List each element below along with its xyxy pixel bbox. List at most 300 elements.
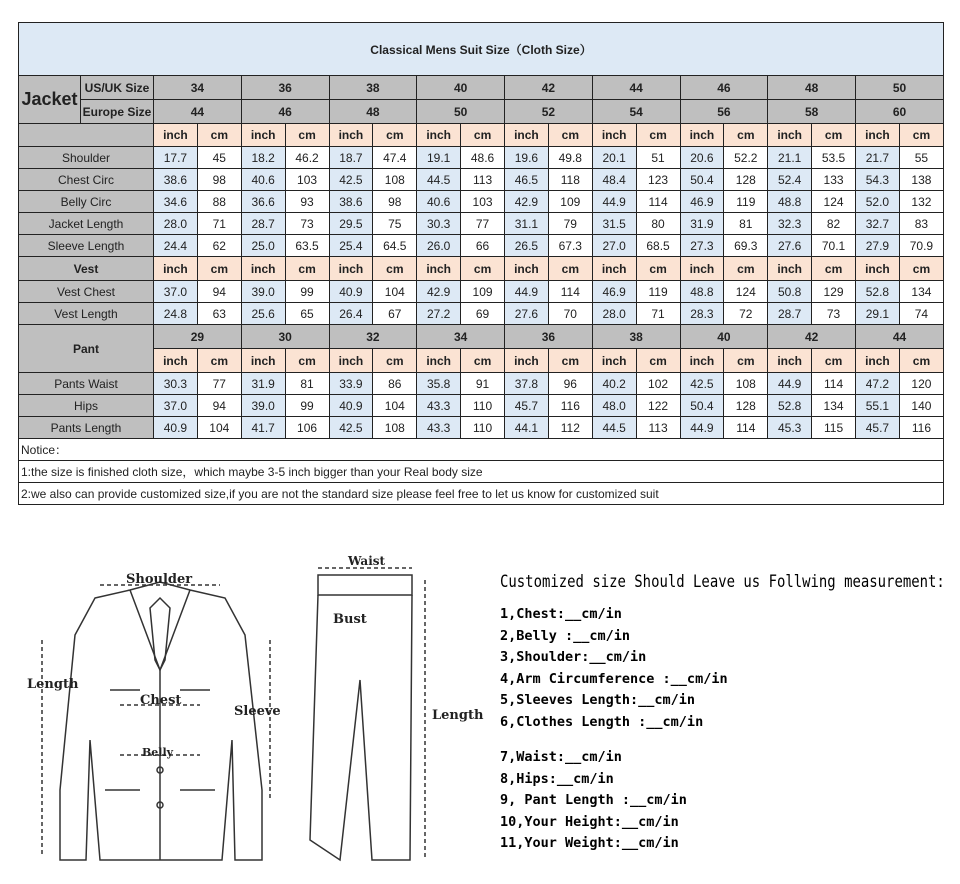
unit-inch: inch xyxy=(154,124,198,147)
row-label: Pants Waist xyxy=(19,373,154,395)
value-inch: 55.1 xyxy=(856,395,900,417)
page-title: Classical Mens Suit Size（Cloth Size） xyxy=(19,23,944,76)
unit-cm: cm xyxy=(899,124,943,147)
value-inch: 25.0 xyxy=(241,235,285,257)
us-size-label: US/UK Size xyxy=(81,76,154,100)
value-inch: 44.1 xyxy=(505,417,549,439)
measurement-item: 10,Your Height:__cm/in xyxy=(500,813,679,830)
europe-size: 56 xyxy=(680,100,768,124)
value-cm: 108 xyxy=(373,169,417,191)
unit-cm: cm xyxy=(899,257,943,281)
value-inch: 37.0 xyxy=(154,395,198,417)
value-cm: 45 xyxy=(197,147,241,169)
unit-cm: cm xyxy=(373,349,417,373)
value-cm: 116 xyxy=(548,395,592,417)
value-cm: 120 xyxy=(899,373,943,395)
custom-heading: Customized size Should Leave us Follwing measurement: xyxy=(500,572,945,592)
europe-size: 60 xyxy=(856,100,944,124)
unit-cm: cm xyxy=(636,349,680,373)
unit-cm: cm xyxy=(899,349,943,373)
jacket-drawing-icon xyxy=(42,582,270,860)
pant-size: 29 xyxy=(154,325,242,349)
unit-inch: inch xyxy=(768,349,812,373)
unit-cm: cm xyxy=(724,349,768,373)
value-inch: 42.9 xyxy=(505,191,549,213)
value-cm: 129 xyxy=(812,281,856,303)
value-inch: 31.9 xyxy=(680,213,724,235)
us-size: 50 xyxy=(856,76,944,100)
table-row xyxy=(19,169,944,191)
value-inch: 39.0 xyxy=(241,395,285,417)
unit-inch: inch xyxy=(417,349,461,373)
unit-cm: cm xyxy=(197,349,241,373)
europe-size: 50 xyxy=(417,100,505,124)
value-cm: 102 xyxy=(636,373,680,395)
value-inch: 46.9 xyxy=(592,281,636,303)
value-inch: 37.0 xyxy=(154,281,198,303)
value-inch: 27.2 xyxy=(417,303,461,325)
value-cm: 140 xyxy=(899,395,943,417)
value-cm: 118 xyxy=(548,169,592,191)
unit-cm: cm xyxy=(548,257,592,281)
measurement-item: 3,Shoulder:__cm/in xyxy=(500,649,647,665)
value-cm: 128 xyxy=(724,169,768,191)
value-cm: 133 xyxy=(812,169,856,191)
value-inch: 27.6 xyxy=(505,303,549,325)
value-cm: 119 xyxy=(724,191,768,213)
value-cm: 106 xyxy=(285,417,329,439)
custom-measurement-list xyxy=(500,572,960,857)
unit-inch: inch xyxy=(154,349,198,373)
pant-size: 36 xyxy=(505,325,593,349)
unit-inch: inch xyxy=(329,257,373,281)
value-cm: 88 xyxy=(197,191,241,213)
value-cm: 134 xyxy=(899,281,943,303)
value-inch: 30.3 xyxy=(154,373,198,395)
value-inch: 27.6 xyxy=(768,235,812,257)
pant-size: 38 xyxy=(592,325,680,349)
value-inch: 34.6 xyxy=(154,191,198,213)
value-cm: 114 xyxy=(636,191,680,213)
value-inch: 26.4 xyxy=(329,303,373,325)
table-row xyxy=(19,439,944,461)
section-label: Vest xyxy=(19,257,154,281)
value-inch: 26.0 xyxy=(417,235,461,257)
value-cm: 112 xyxy=(548,417,592,439)
value-cm: 66 xyxy=(461,235,505,257)
measurement-item: 11,Your Weight:__cm/in xyxy=(500,835,679,851)
value-cm: 113 xyxy=(461,169,505,191)
value-cm: 71 xyxy=(636,303,680,325)
value-inch: 50.8 xyxy=(768,281,812,303)
value-cm: 69 xyxy=(461,303,505,325)
unit-cm: cm xyxy=(285,124,329,147)
table-row xyxy=(19,483,944,505)
unit-cm: cm xyxy=(812,257,856,281)
value-inch: 45.7 xyxy=(505,395,549,417)
value-cm: 62 xyxy=(197,235,241,257)
value-cm: 114 xyxy=(724,417,768,439)
value-cm: 104 xyxy=(373,395,417,417)
value-cm: 67 xyxy=(373,303,417,325)
value-inch: 32.3 xyxy=(768,213,812,235)
unit-inch: inch xyxy=(417,257,461,281)
unit-cm: cm xyxy=(548,124,592,147)
value-inch: 44.9 xyxy=(680,417,724,439)
us-size: 36 xyxy=(241,76,329,100)
value-cm: 119 xyxy=(636,281,680,303)
belly-label: Belly xyxy=(142,746,174,759)
value-inch: 29.1 xyxy=(856,303,900,325)
value-inch: 27.9 xyxy=(856,235,900,257)
unit-inch: inch xyxy=(856,124,900,147)
europe-size: 52 xyxy=(505,100,593,124)
value-cm: 48.6 xyxy=(461,147,505,169)
unit-inch: inch xyxy=(680,349,724,373)
value-cm: 96 xyxy=(548,373,592,395)
value-cm: 73 xyxy=(812,303,856,325)
table-row xyxy=(19,349,944,373)
value-cm: 49.8 xyxy=(548,147,592,169)
unit-inch: inch xyxy=(154,257,198,281)
value-inch: 20.1 xyxy=(592,147,636,169)
value-cm: 132 xyxy=(899,191,943,213)
value-inch: 46.9 xyxy=(680,191,724,213)
row-label: Belly Circ xyxy=(19,191,154,213)
us-size: 48 xyxy=(768,76,856,100)
value-cm: 124 xyxy=(812,191,856,213)
value-cm: 124 xyxy=(724,281,768,303)
value-inch: 19.6 xyxy=(505,147,549,169)
table-row xyxy=(19,257,944,281)
value-inch: 52.0 xyxy=(856,191,900,213)
value-cm: 70.9 xyxy=(899,235,943,257)
value-inch: 27.3 xyxy=(680,235,724,257)
table-row xyxy=(19,23,944,76)
value-inch: 52.8 xyxy=(856,281,900,303)
value-inch: 40.2 xyxy=(592,373,636,395)
value-inch: 47.2 xyxy=(856,373,900,395)
value-cm: 77 xyxy=(461,213,505,235)
table-row xyxy=(19,417,944,439)
unit-inch: inch xyxy=(592,257,636,281)
value-cm: 103 xyxy=(461,191,505,213)
value-inch: 27.0 xyxy=(592,235,636,257)
table-row xyxy=(19,213,944,235)
chest-label: Chest xyxy=(140,693,182,708)
value-cm: 64.5 xyxy=(373,235,417,257)
pant-length-label: Length xyxy=(432,708,484,723)
table-row xyxy=(19,76,944,100)
row-label: Hips xyxy=(19,395,154,417)
length-label: Length xyxy=(27,677,79,692)
size-chart-table xyxy=(18,22,944,505)
value-cm: 71 xyxy=(197,213,241,235)
us-size: 34 xyxy=(154,76,242,100)
waist-label: Waist xyxy=(348,554,386,568)
unit-inch: inch xyxy=(505,124,549,147)
value-inch: 32.7 xyxy=(856,213,900,235)
value-cm: 53.5 xyxy=(812,147,856,169)
value-inch: 24.8 xyxy=(154,303,198,325)
value-inch: 35.8 xyxy=(417,373,461,395)
notice-line: 2:we also can provide customized size,if you are not the standard size please feel free to let us know for customized suit xyxy=(19,483,944,505)
table-row xyxy=(19,373,944,395)
value-cm: 99 xyxy=(285,281,329,303)
unit-inch: inch xyxy=(241,124,285,147)
value-inch: 29.5 xyxy=(329,213,373,235)
europe-size: 44 xyxy=(154,100,242,124)
value-inch: 40.9 xyxy=(329,395,373,417)
value-inch: 18.2 xyxy=(241,147,285,169)
pant-size: 34 xyxy=(417,325,505,349)
value-inch: 26.5 xyxy=(505,235,549,257)
value-cm: 98 xyxy=(197,169,241,191)
row-label: Pants Length xyxy=(19,417,154,439)
value-cm: 94 xyxy=(197,281,241,303)
unit-inch: inch xyxy=(680,124,724,147)
europe-size-label: Europe Size xyxy=(81,100,154,124)
unit-inch: inch xyxy=(505,257,549,281)
unit-cm: cm xyxy=(461,257,505,281)
value-inch: 42.5 xyxy=(329,169,373,191)
unit-inch: inch xyxy=(417,124,461,147)
value-cm: 114 xyxy=(548,281,592,303)
bust-label: Bust xyxy=(333,612,367,627)
pant-size: 40 xyxy=(680,325,768,349)
value-inch: 48.0 xyxy=(592,395,636,417)
sleeve-label: Sleeve xyxy=(234,704,281,719)
value-cm: 81 xyxy=(724,213,768,235)
value-cm: 115 xyxy=(812,417,856,439)
table-row xyxy=(19,395,944,417)
value-inch: 48.4 xyxy=(592,169,636,191)
table-row xyxy=(19,100,944,124)
value-inch: 38.6 xyxy=(329,191,373,213)
row-label: Vest Chest xyxy=(19,281,154,303)
row-label: Vest Length xyxy=(19,303,154,325)
value-cm: 98 xyxy=(373,191,417,213)
us-size: 40 xyxy=(417,76,505,100)
value-inch: 36.6 xyxy=(241,191,285,213)
value-inch: 28.3 xyxy=(680,303,724,325)
europe-size: 48 xyxy=(329,100,417,124)
unit-cm: cm xyxy=(812,124,856,147)
value-cm: 80 xyxy=(636,213,680,235)
europe-size: 46 xyxy=(241,100,329,124)
value-cm: 104 xyxy=(197,417,241,439)
measurement-item: 7,Waist:__cm/in xyxy=(500,749,622,765)
value-cm: 63.5 xyxy=(285,235,329,257)
value-inch: 31.9 xyxy=(241,373,285,395)
us-size: 44 xyxy=(592,76,680,100)
unit-inch: inch xyxy=(592,349,636,373)
unit-inch: inch xyxy=(680,257,724,281)
unit-inch: inch xyxy=(241,349,285,373)
value-inch: 25.6 xyxy=(241,303,285,325)
value-cm: 70.1 xyxy=(812,235,856,257)
value-inch: 28.7 xyxy=(241,213,285,235)
us-size: 46 xyxy=(680,76,768,100)
value-cm: 63 xyxy=(197,303,241,325)
value-inch: 45.7 xyxy=(856,417,900,439)
unit-inch: inch xyxy=(856,257,900,281)
unit-cm: cm xyxy=(724,124,768,147)
value-cm: 116 xyxy=(899,417,943,439)
value-cm: 72 xyxy=(724,303,768,325)
measurement-item: 6,Clothes Length :__cm/in xyxy=(500,713,704,730)
value-cm: 94 xyxy=(197,395,241,417)
value-inch: 28.7 xyxy=(768,303,812,325)
value-inch: 28.0 xyxy=(592,303,636,325)
measurement-item: 2,Belly :__cm/in xyxy=(500,627,631,644)
row-label: Jacket Length xyxy=(19,213,154,235)
shoulder-label: Shoulder xyxy=(126,572,193,587)
value-inch: 30.3 xyxy=(417,213,461,235)
value-cm: 75 xyxy=(373,213,417,235)
table-row xyxy=(19,325,944,349)
value-cm: 81 xyxy=(285,373,329,395)
blank-cell xyxy=(19,124,154,147)
unit-cm: cm xyxy=(636,257,680,281)
value-inch: 31.1 xyxy=(505,213,549,235)
value-inch: 37.8 xyxy=(505,373,549,395)
value-cm: 104 xyxy=(373,281,417,303)
value-cm: 99 xyxy=(285,395,329,417)
unit-inch: inch xyxy=(505,349,549,373)
measurement-item: 8,Hips:__cm/in xyxy=(500,770,614,787)
us-size: 42 xyxy=(505,76,593,100)
unit-inch: inch xyxy=(329,124,373,147)
value-inch: 42.9 xyxy=(417,281,461,303)
value-cm: 138 xyxy=(899,169,943,191)
table-row xyxy=(19,235,944,257)
value-cm: 52.2 xyxy=(724,147,768,169)
table-row xyxy=(19,303,944,325)
value-inch: 20.6 xyxy=(680,147,724,169)
value-inch: 40.6 xyxy=(241,169,285,191)
unit-cm: cm xyxy=(285,257,329,281)
value-cm: 110 xyxy=(461,395,505,417)
value-cm: 46.2 xyxy=(285,147,329,169)
value-cm: 123 xyxy=(636,169,680,191)
unit-inch: inch xyxy=(856,349,900,373)
value-cm: 67.3 xyxy=(548,235,592,257)
value-inch: 33.9 xyxy=(329,373,373,395)
pant-size: 30 xyxy=(241,325,329,349)
value-cm: 134 xyxy=(812,395,856,417)
value-inch: 24.4 xyxy=(154,235,198,257)
pants-drawing-icon xyxy=(310,568,425,860)
value-inch: 48.8 xyxy=(768,191,812,213)
value-cm: 55 xyxy=(899,147,943,169)
value-cm: 47.4 xyxy=(373,147,417,169)
value-inch: 18.7 xyxy=(329,147,373,169)
value-inch: 44.9 xyxy=(505,281,549,303)
value-cm: 128 xyxy=(724,395,768,417)
value-inch: 40.6 xyxy=(417,191,461,213)
value-cm: 69.3 xyxy=(724,235,768,257)
value-inch: 43.3 xyxy=(417,395,461,417)
value-cm: 70 xyxy=(548,303,592,325)
value-inch: 50.4 xyxy=(680,395,724,417)
value-inch: 46.5 xyxy=(505,169,549,191)
value-cm: 74 xyxy=(899,303,943,325)
value-inch: 17.7 xyxy=(154,147,198,169)
pant-size: 44 xyxy=(856,325,944,349)
unit-cm: cm xyxy=(636,124,680,147)
table-row xyxy=(19,281,944,303)
value-cm: 108 xyxy=(373,417,417,439)
value-inch: 39.0 xyxy=(241,281,285,303)
value-inch: 21.7 xyxy=(856,147,900,169)
value-cm: 122 xyxy=(636,395,680,417)
value-cm: 103 xyxy=(285,169,329,191)
measurement-item: 9, Pant Length :__cm/in xyxy=(500,792,687,808)
europe-size: 58 xyxy=(768,100,856,124)
value-inch: 41.7 xyxy=(241,417,285,439)
unit-cm: cm xyxy=(461,349,505,373)
unit-cm: cm xyxy=(197,257,241,281)
unit-cm: cm xyxy=(285,349,329,373)
row-label: Shoulder xyxy=(19,147,154,169)
value-inch: 45.3 xyxy=(768,417,812,439)
value-cm: 110 xyxy=(461,417,505,439)
row-label: Sleeve Length xyxy=(19,235,154,257)
value-cm: 113 xyxy=(636,417,680,439)
value-cm: 77 xyxy=(197,373,241,395)
pant-label: Pant xyxy=(19,325,154,373)
value-inch: 25.4 xyxy=(329,235,373,257)
unit-inch: inch xyxy=(329,349,373,373)
notice-line: 1:the size is finished cloth size，which maybe 3-5 inch bigger than your Real body size xyxy=(19,461,944,483)
unit-cm: cm xyxy=(548,349,592,373)
value-cm: 79 xyxy=(548,213,592,235)
value-inch: 38.6 xyxy=(154,169,198,191)
value-cm: 108 xyxy=(724,373,768,395)
row-label: Chest Circ xyxy=(19,169,154,191)
value-cm: 65 xyxy=(285,303,329,325)
value-inch: 31.5 xyxy=(592,213,636,235)
us-size: 38 xyxy=(329,76,417,100)
value-inch: 28.0 xyxy=(154,213,198,235)
value-inch: 40.9 xyxy=(154,417,198,439)
value-inch: 21.1 xyxy=(768,147,812,169)
value-inch: 19.1 xyxy=(417,147,461,169)
notice-title: Notice： xyxy=(19,439,944,461)
unit-inch: inch xyxy=(768,257,812,281)
value-inch: 44.5 xyxy=(592,417,636,439)
europe-size: 54 xyxy=(592,100,680,124)
value-inch: 48.8 xyxy=(680,281,724,303)
value-cm: 109 xyxy=(548,191,592,213)
value-inch: 50.4 xyxy=(680,169,724,191)
pant-size: 42 xyxy=(768,325,856,349)
table-row xyxy=(19,124,944,147)
value-inch: 44.9 xyxy=(592,191,636,213)
value-cm: 83 xyxy=(899,213,943,235)
pant-size: 32 xyxy=(329,325,417,349)
value-inch: 42.5 xyxy=(329,417,373,439)
value-cm: 91 xyxy=(461,373,505,395)
unit-inch: inch xyxy=(592,124,636,147)
value-cm: 109 xyxy=(461,281,505,303)
measurement-item: 5,Sleeves Length:__cm/in xyxy=(500,692,696,708)
value-inch: 40.9 xyxy=(329,281,373,303)
value-inch: 52.8 xyxy=(768,395,812,417)
value-cm: 73 xyxy=(285,213,329,235)
unit-cm: cm xyxy=(373,257,417,281)
